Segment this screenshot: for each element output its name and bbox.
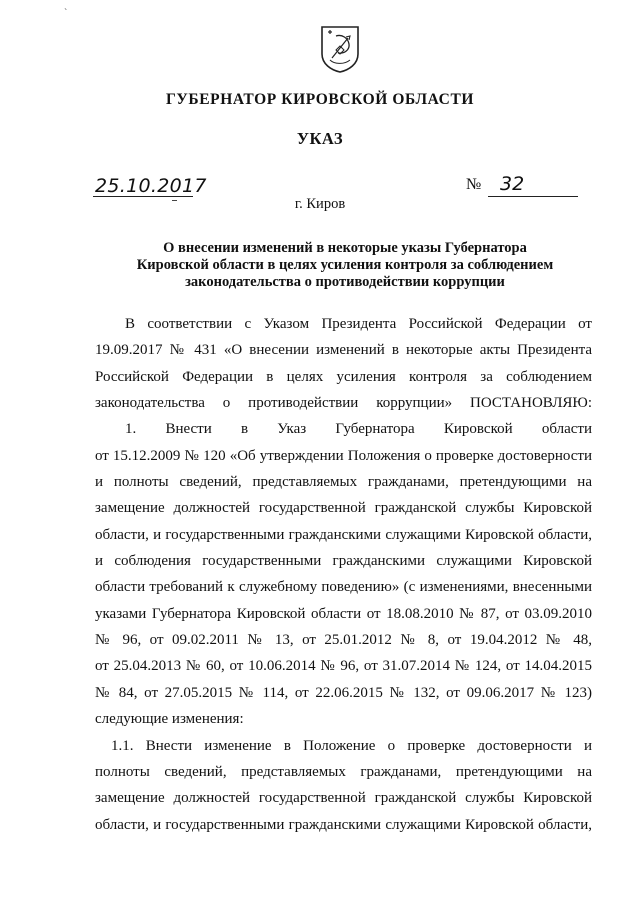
body-line: № 96, от 09.02.2011 № 13, от 25.01.2012 № 8, от 19.04.2012 № 48, xyxy=(95,632,592,649)
body-line: области требований к служебному поведению» (с изменениями, внесенными xyxy=(95,579,592,596)
handwritten-date: 25.10.2017 xyxy=(95,175,207,197)
subject-line: Кировской области в целях усиления контроля за соблюдением xyxy=(136,257,554,273)
body-line: В соответствии с Указом Президента Российской Федерации от xyxy=(125,316,592,332)
body-line: замещение должностей государственной гражданской службы Кировской xyxy=(95,790,592,807)
stray-mark: ` xyxy=(64,8,68,19)
subject-line: О внесении изменений в некоторые указы Губернатора xyxy=(163,240,527,256)
body-line: 1.1. Внести изменение в Положение о проверке достоверности и xyxy=(111,737,592,754)
handwritten-number: 32 xyxy=(500,173,525,195)
body-line: указами Губернатора Кировской области от 18.08.2010 № 87, от 03.09.2010 xyxy=(95,605,592,622)
body-line: законодательства о противодействии коррупции» ПОСТАНОВЛЯЮ: xyxy=(95,395,592,412)
body-line: области, и государственными гражданскими служащими Кировской области, xyxy=(95,526,592,543)
body-line: и соблюдения государственными гражданскими служащими Кировской xyxy=(95,553,592,570)
coat-of-arms-icon xyxy=(318,24,362,74)
body-line: полноты сведений, представляемых гражданами, претендующими на xyxy=(95,763,592,780)
document-type: УКАЗ xyxy=(296,129,344,148)
body-line: области, и государственными гражданскими служащими Кировской области, xyxy=(95,816,592,833)
body-line: 1. Внести в Указ Губернатора Кировской области xyxy=(125,421,592,438)
decree-body xyxy=(95,311,592,838)
body-line: следующие изменения: xyxy=(95,711,244,728)
body-line: замещение должностей государственной гражданской службы Кировской xyxy=(95,500,592,517)
body-line: от 15.12.2009 № 120 «Об утверждении Положения о проверке достоверности xyxy=(95,447,592,464)
decree-subject xyxy=(115,240,575,291)
issuing-authority: ГУБЕРНАТОР КИРОВСКОЙ ОБЛАСТИ xyxy=(165,91,475,108)
body-line: 19.09.2017 № 431 «О внесении изменений в некоторые акты Президента xyxy=(95,342,592,359)
number-label: № xyxy=(466,176,482,193)
subject-line: законодательства о противодействии коррупции xyxy=(185,274,505,290)
body-line: Российской Федерации в целях усиления контроля за соблюдением xyxy=(95,368,592,385)
body-line: и полноты сведений, представляемых гражданами, претендующими на xyxy=(95,474,592,491)
body-line: от 25.04.2013 № 60, от 10.06.2014 № 96, от 31.07.2014 № 124, от 14.04.2015 xyxy=(95,658,592,675)
body-line: № 84, от 27.05.2015 № 114, от 22.06.2015 № 132, от 09.06.2017 № 123) xyxy=(95,684,592,701)
city: г. Киров xyxy=(294,196,346,212)
